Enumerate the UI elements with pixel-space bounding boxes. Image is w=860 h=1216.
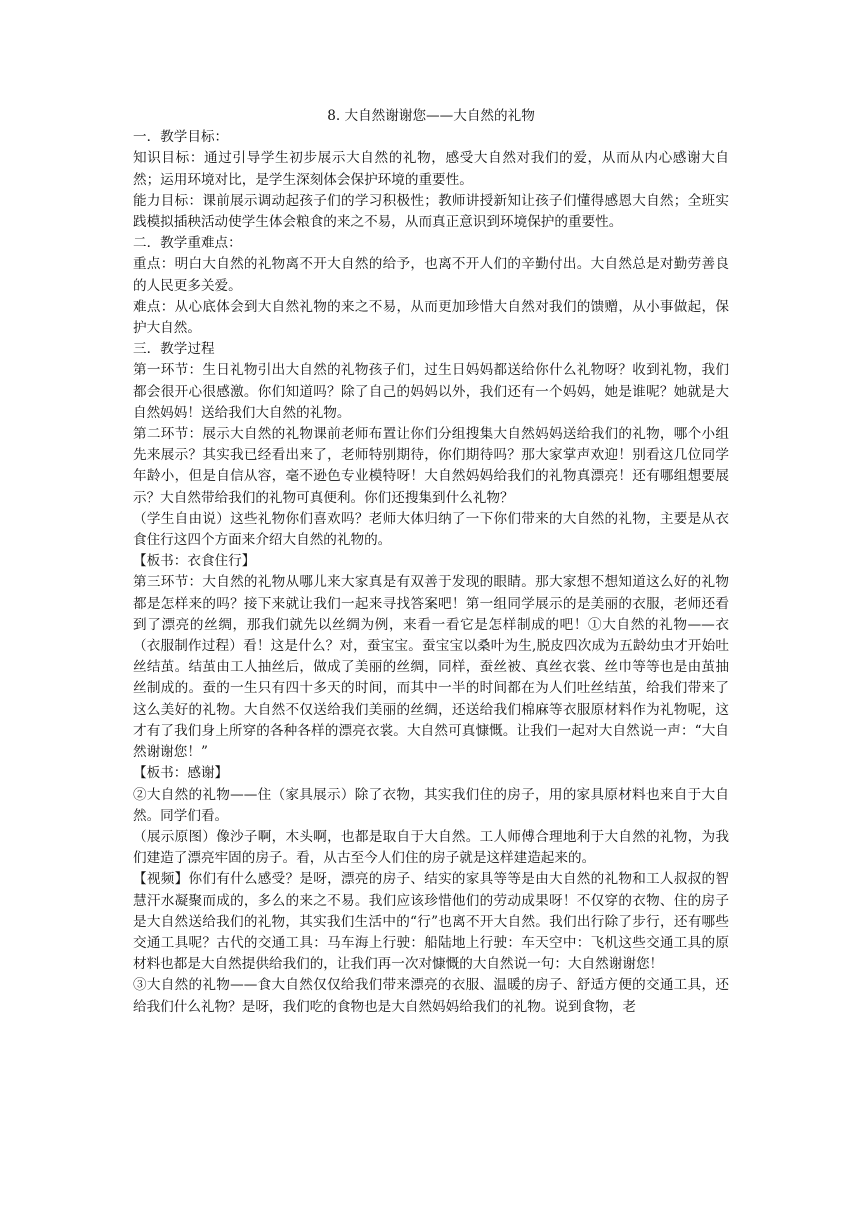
board-note-clothing-food: 【板书：衣食住行】: [133, 553, 256, 570]
heading-teaching-goals: 一．教学目标：: [133, 129, 229, 146]
paragraph-step-one: 第一环节：生日礼物引出大自然的礼物孩子们，过生日妈妈都送给你什么礼物呀？收到礼物，我们都会很开心很感激。你们知道吗？除了自己的妈妈以外，我们还有一个妈妈，她是谁呢？她就是大自然妈妈！送给我们大自然的礼物。: [133, 362, 729, 421]
paragraph-housing: ②大自然的礼物——住（家具展示）除了衣物，其实我们住的房子，用的家具原材料也来自于大自然。同学们看。: [133, 786, 729, 824]
paragraph-difficult-point: 难点：从心底体会到大自然礼物的来之不易，从而更加珍惜大自然对我们的馈赠，从小事做起，保护大自然。: [133, 298, 729, 337]
heading-teaching-process: 三．教学过程: [133, 341, 215, 358]
paragraph-ability-goal: 能力目标：课前展示调动起孩子们的学习积极性；教师讲授新知让孩子们懂得感恩大自然；全班实践模拟插秧活动使学生体会粮食的来之不易，从而真正意识到环境保护的重要性。: [133, 192, 729, 231]
paragraph-original-image: （展示原图）像沙子啊，木头啊，也都是取自于大自然。工人师傅合理地利于大自然的礼物，为我们建造了漂亮牢固的房子。看，从古至今人们住的房子就是这样建造起来的。: [133, 828, 729, 867]
paragraph-student-talk: （学生自由说）这些礼物你们喜欢吗？老师大体归纳了一下你们带来的大自然的礼物，主要是从衣食住行这四个方面来介绍大自然的礼物的。: [133, 510, 729, 549]
paragraph-food: ③大自然的礼物——食大自然仅仅给我们带来漂亮的衣服、温暖的房子、舒适方便的交通工具，还给我们什么礼物？是呀，我们吃的食物也是大自然妈妈给我们的礼物。说到食物，老: [133, 977, 729, 1015]
paragraph-video: 【视频】你们有什么感受？是呀，漂亮的房子、结实的家具等等是由大自然的礼物和工人叔叔的智慧汗水凝聚而成的，多么的来之不易。我们应该珍惜他们的劳动成果呀！不仅穿的衣物、住的房子是大自然送给我们的礼物，其实我们生活中的“行”也离不开大自然。我们出行除了步行，还有哪些交通工具呢？古代的交通工具：马车海上行驶：船陆地上行驶：车天空中：飞机这些交通工具的原材料也都是大自然提供给我们的，让我们再一次对慷慨的大自然说一句：大自然谢谢您！: [133, 871, 729, 973]
paragraph-step-three: 第三环节：大自然的礼物从哪儿来大家真是有双善于发现的眼睛。那大家想不想知道这么好的礼物都是怎样来的吗？接下来就让我们一起来寻找答案吧！第一组同学展示的是美丽的衣服，老师还看到了漂亮的丝绸，那我们就先以丝绸为例，来看一看它是怎样制成的吧！①大自然的礼物——衣（衣服制作过程）看！这是什么？对，蚕宝宝。蚕宝宝以桑叶为生,脱皮四次成为五龄幼虫才开始吐丝结茧。结茧由工人抽丝后，做成了美丽的丝绸，同样，蚕丝被、真丝衣裳、丝巾等等也是由茧抽丝制成的。蚕的一生只有四十多天的时间，而其中一半的时间都在为人们吐丝结茧，给我们带来了这么美好的礼物。大自然不仅送给我们美丽的丝绸，还送给我们棉麻等衣服原材料作为礼物呢，这才有了我们身上所穿的各种各样的漂亮衣裳。大自然可真慷慨。让我们一起对大自然说一声：“大自然谢谢您！”: [133, 574, 729, 761]
paragraph-knowledge-goal: 知识目标：通过引导学生初步展示大自然的礼物，感受大自然对我们的爱，从而从内心感谢大自然；运用环境对比，是学生深刻体会保护环境的重要性。: [133, 150, 729, 188]
heading-key-points: 二．教学重难点：: [133, 235, 242, 252]
document-page: [133, 100, 729, 1018]
board-note-thanks: 【板书：感谢】: [133, 765, 229, 782]
document-title: 8. 大自然谢谢您——大自然的礼物: [327, 108, 535, 124]
paragraph-step-two: 第二环节：展示大自然的礼物课前老师布置让你们分组搜集大自然妈妈送给我们的礼物，哪个小组先来展示？其实我已经看出来了，老师特别期待，你们期待吗？那大家掌声欢迎！别看这几位同学年龄小，但是自信从容，毫不逊色专业模特呀！大自然妈妈给我们的礼物真漂亮！还有哪组想要展示？大自然带给我们的礼物可真便利。你们还搜集到什么礼物？: [133, 426, 729, 506]
paragraph-key-point: 重点：明白大自然的礼物离不开大自然的给予，也离不开人们的辛勤付出。大自然总是对勤劳善良的人民更多关爱。: [133, 256, 729, 294]
